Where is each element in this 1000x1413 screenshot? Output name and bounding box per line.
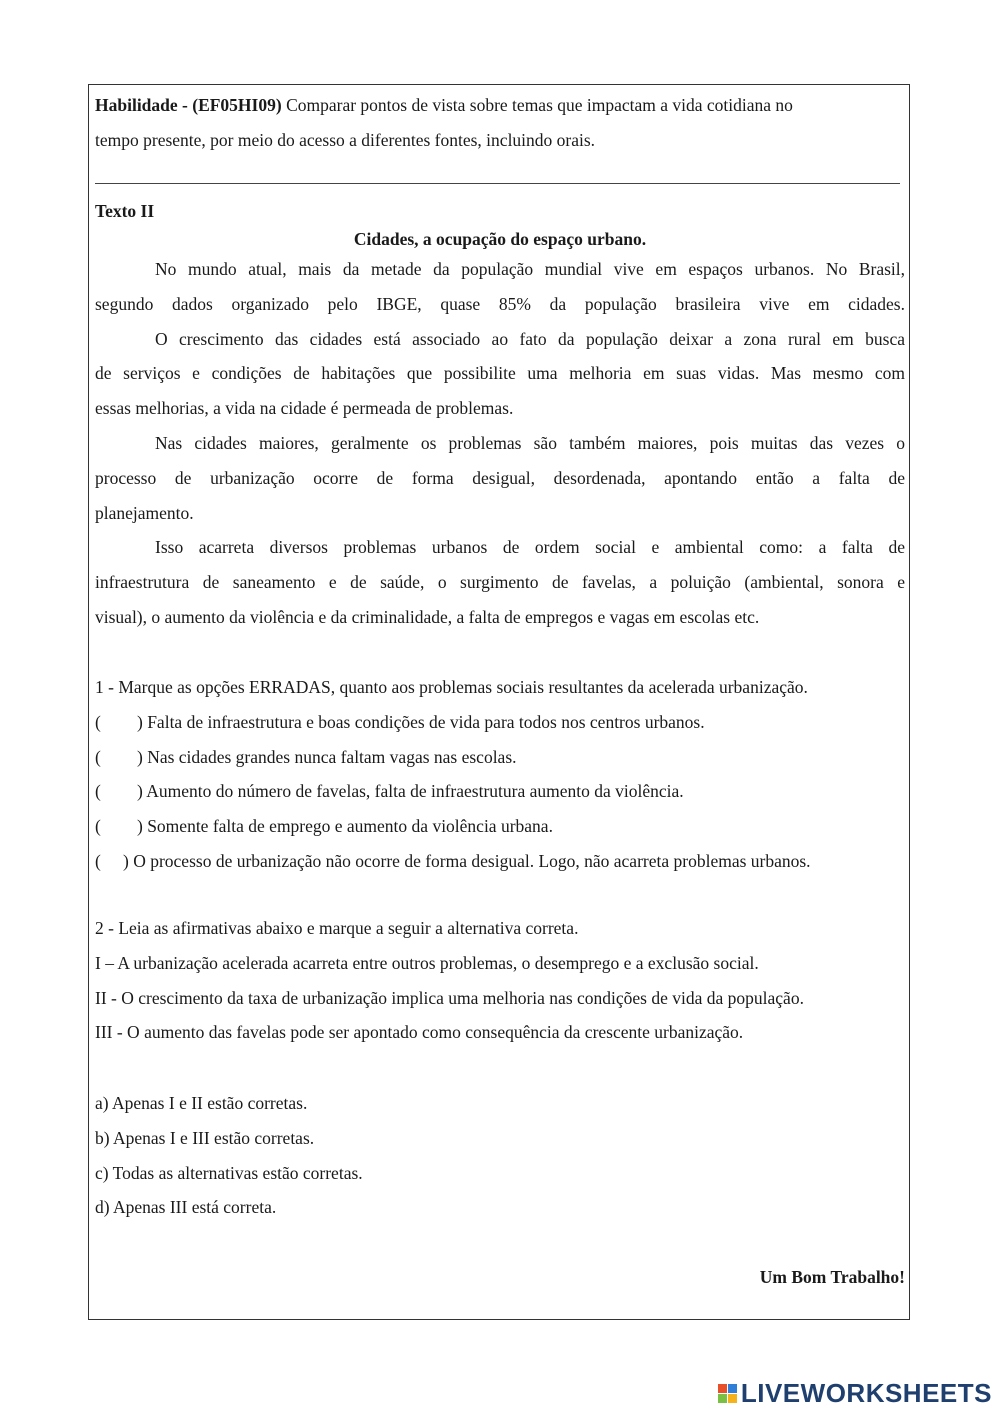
q2-statement: I – A urbanização acelerada acarreta entre outros problemas, o desemprego e a exclusão social. — [95, 952, 759, 973]
text-line: visual), o aumento da violência e da criminalidade, a falta de empregos e vagas em escolas etc. — [95, 606, 760, 627]
closing-message: Um Bom Trabalho! — [759, 1267, 905, 1287]
question-2-prompt: 2 - Leia as afirmativas abaixo e marque a seguir a alternativa correta. — [95, 918, 579, 938]
q2-answer-option[interactable]: b) Apenas I e III estão corretas. — [95, 1127, 315, 1148]
skill-label: Habilidade - (EF05HI09) — [95, 95, 282, 115]
question-2 — [95, 911, 905, 1050]
q1-option[interactable]: ( ) Somente falta de emprego e aumento da violência urbana. — [95, 809, 905, 844]
q1-option[interactable]: ( ) Nas cidades grandes nunca faltam vagas nas escolas. — [95, 740, 905, 775]
q2-statement: III - O aumento das favelas pode ser apontado como consequência da crescente urbanização. — [95, 1022, 744, 1043]
text-line: segundo dados organizado pelo IBGE, quase 85% da população brasileira vive em cidades. — [95, 293, 905, 314]
text-line: planejamento. — [95, 502, 194, 523]
skill-text-line-2: tempo presente, por meio do acesso a diferentes fontes, incluindo orais. — [95, 129, 596, 150]
separator-line — [95, 183, 900, 184]
logo-text: LIVEWORKSHEETS — [740, 1378, 992, 1408]
text-section — [95, 196, 905, 635]
text-line: de serviços e condições de habitações que possibilite uma melhoria em suas vidas. Mas mesmo com — [95, 363, 905, 384]
q2-answer-option[interactable]: c) Todas as alternativas estão corretas. — [95, 1162, 363, 1183]
text-title: Cidades, a ocupação do espaço urbano. — [353, 229, 647, 249]
answer-checkbox[interactable]: ( — [95, 781, 101, 802]
question-1-prompt: 1 - Marque as opções ERRADAS, quanto aos problemas sociais resultantes da acelerada urbanização. — [95, 677, 808, 697]
text-line: Nas cidades maiores, geralmente os problemas são também maiores, pois muitas das vezes o — [155, 432, 905, 453]
text-line: Isso acarreta diversos problemas urbanos de ordem social e ambiental como: a falta de — [155, 537, 905, 558]
logo-block — [718, 1394, 727, 1403]
skill-header — [95, 88, 905, 158]
q1-option[interactable]: ( ) Aumento do número de favelas, falta de infraestrutura aumento da violência. — [95, 774, 905, 809]
answer-checkbox[interactable]: ( — [95, 746, 101, 767]
text-line: infraestrutura de saneamento e de saúde, o surgimento de favelas, a poluição (ambiental, sonora e — [95, 572, 905, 593]
question-2-answers — [95, 1086, 905, 1225]
q2-answer-option[interactable]: d) Apenas III está correta. — [95, 1197, 277, 1218]
logo-block — [728, 1394, 737, 1403]
text-line: processo de urbanização ocorre de forma desigual, desordenada, apontando então a falta de — [95, 467, 905, 488]
answer-checkbox[interactable]: ( — [95, 816, 101, 837]
text-line: O crescimento das cidades está associado ao fato da população deixar a zona rural em busca — [155, 328, 905, 349]
q1-option[interactable]: ( ) Falta de infraestrutura e boas condições de vida para todos nos centros urbanos. — [95, 705, 905, 740]
text-label: Texto II — [95, 201, 155, 221]
text-line: essas melhorias, a vida na cidade é permeada de problemas. — [95, 398, 514, 419]
answer-checkbox[interactable]: ( — [95, 711, 101, 732]
skill-text-line-1: Comparar pontos de vista sobre temas que impactam a vida cotidiana no — [281, 95, 793, 115]
q2-statement: II - O crescimento da taxa de urbanização implica uma melhoria nas condições de vida da população. — [95, 987, 804, 1008]
answer-checkbox[interactable]: ( — [95, 850, 101, 871]
liveworksheets-logo[interactable] — [718, 1378, 992, 1409]
logo-block — [718, 1384, 727, 1393]
q1-option[interactable]: ( ) O processo de urbanização não ocorre de forma desigual. Logo, não acarreta problemas urbanos. — [95, 844, 905, 879]
logo-block — [728, 1384, 737, 1393]
closing-section — [95, 1260, 907, 1295]
q2-answer-option[interactable]: a) Apenas I e II estão corretas. — [95, 1093, 308, 1113]
text-line: No mundo atual, mais da metade da população mundial vive em espaços urbanos. No Brasil, — [155, 259, 905, 279]
logo-blocks-icon — [718, 1384, 737, 1403]
question-1 — [95, 670, 905, 879]
